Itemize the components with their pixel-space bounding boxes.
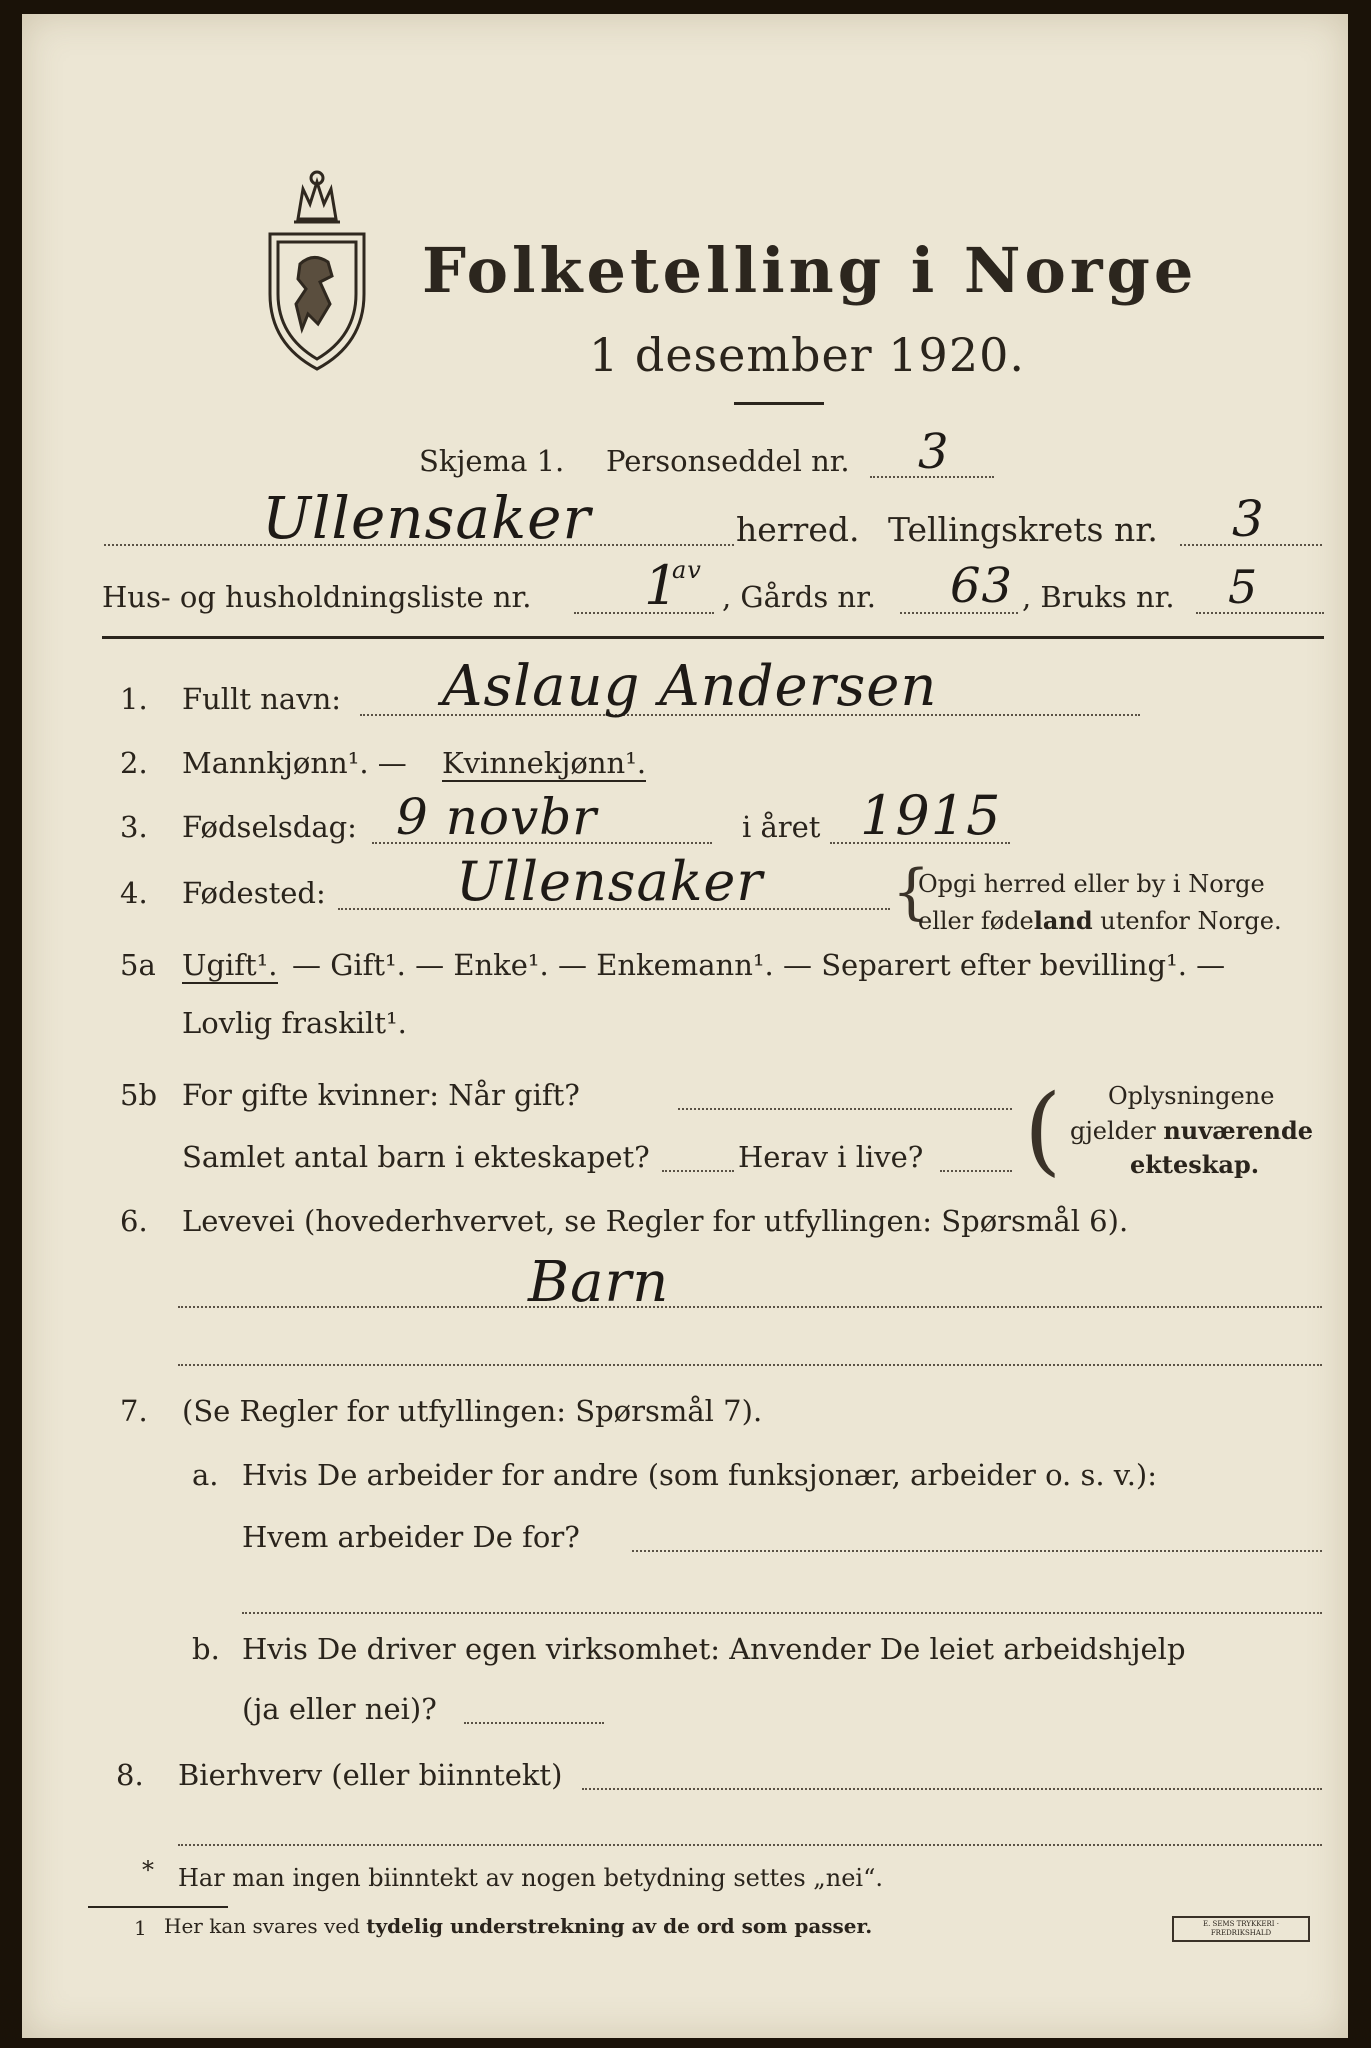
personseddel-value: 3	[918, 424, 950, 480]
q7b-label: Hvis De driver egen virksomhet: Anvender De leiet arbeidshjelp	[242, 1632, 1186, 1666]
q5b-note-line2: gjelder nuværende	[1070, 1116, 1314, 1145]
q5b-children-field[interactable]	[662, 1170, 734, 1172]
q1-value: Aslaug Andersen	[442, 654, 938, 719]
q4-note-line2: eller fødeland utenfor Norge.	[918, 906, 1282, 935]
gards-value: 63	[950, 558, 1014, 614]
form-title: Folketelling i Norge	[422, 234, 1198, 307]
q4-label: Fødested:	[182, 876, 326, 910]
q1-number: 1.	[120, 682, 148, 716]
q3-number: 3.	[120, 810, 148, 844]
q8-number: 8.	[116, 1758, 144, 1792]
footnote-mark: 1	[134, 1916, 147, 1940]
husliste-sup: av	[672, 556, 702, 584]
coat-of-arms-icon	[258, 164, 376, 374]
q6-value: Barn	[528, 1250, 670, 1315]
skjema-label: Skjema 1.	[419, 444, 565, 478]
gards-label: , Gårds nr.	[722, 580, 876, 614]
q7a-number: a.	[192, 1458, 219, 1492]
section-divider	[102, 636, 1324, 639]
bruks-value: 5	[1228, 560, 1259, 614]
q3-year-value: 1915	[860, 784, 1002, 847]
q4-brace: {	[892, 857, 931, 927]
header-divider	[734, 402, 824, 405]
q4-number: 4.	[120, 876, 148, 910]
q7a-label2: Hvem arbeider De for?	[242, 1520, 580, 1554]
q8-field-line1[interactable]	[582, 1788, 1322, 1790]
footnote-text: Her kan svares ved tydelig understrekning av de ord som passer.	[164, 1914, 873, 1938]
q3-label: Fødselsdag:	[182, 810, 357, 844]
q7b-label2: (ja eller nei)?	[242, 1692, 437, 1726]
q5b-note-line1: Oplysningene	[1108, 1082, 1275, 1110]
q6-field-line2[interactable]	[178, 1364, 1322, 1366]
q7b-field[interactable]	[464, 1722, 604, 1724]
q4-value: Ullensaker	[456, 850, 764, 913]
q5b-brace: (	[1024, 1074, 1062, 1186]
q2-number: 2.	[120, 746, 148, 780]
q5b-when-field[interactable]	[678, 1108, 1012, 1110]
q5b-alive-field[interactable]	[940, 1170, 1012, 1172]
q7a-label: Hvis De arbeider for andre (som funksjonær, arbeider o. s. v.):	[242, 1458, 1158, 1492]
q5a-options: — Gift¹. — Enke¹. — Enkemann¹. — Separert efter bevilling¹. —	[292, 948, 1226, 982]
q7-label: (Se Regler for utfyllingen: Spørsmål 7).	[182, 1394, 763, 1428]
tellingskrets-label: Tellingskrets nr.	[888, 510, 1158, 549]
note-main: Har man ingen biinntekt av nogen betydning settes „nei“.	[178, 1864, 883, 1892]
q5a-ugift[interactable]: Ugift¹.	[182, 948, 278, 982]
husliste-value: 1	[644, 554, 680, 617]
q5b-number: 5b	[120, 1078, 158, 1112]
q7a-field-line1[interactable]	[632, 1550, 1322, 1552]
q6-label: Levevei (hovederhvervet, se Regler for utfyllingen: Spørsmål 6).	[182, 1204, 1129, 1238]
printer-stamp: E. SEMS TRYKKERI · FREDRIKSHALD	[1172, 1916, 1310, 1942]
q5b-note-line3: ekteskap.	[1130, 1150, 1260, 1179]
q5b-label3: Herav i live?	[738, 1140, 924, 1174]
tellingskrets-value: 3	[1232, 490, 1265, 548]
footnote-divider	[88, 1906, 228, 1908]
bruks-field[interactable]	[1196, 612, 1324, 614]
herred-label: herred.	[736, 510, 860, 549]
census-date: 1 desember 1920.	[589, 328, 1025, 382]
census-form-sheet	[22, 14, 1348, 2038]
bruks-label: , Bruks nr.	[1022, 580, 1175, 614]
note-star: *	[142, 1856, 154, 1884]
q7-number: 7.	[120, 1394, 148, 1428]
q4-note-line1: Opgi herred eller by i Norge	[918, 870, 1265, 898]
q5b-label2: Samlet antal barn i ekteskapet?	[182, 1140, 650, 1174]
q5b-label: For gifte kvinner: Når gift?	[182, 1078, 580, 1112]
husliste-label: Hus- og husholdningsliste nr.	[102, 580, 532, 614]
q5a-line2: Lovlig fraskilt¹.	[182, 1006, 407, 1040]
q1-label: Fullt navn:	[182, 682, 342, 716]
q8-label: Bierhverv (eller biinntekt)	[178, 1758, 563, 1792]
herred-value: Ullensaker	[262, 484, 592, 552]
personseddel-label: Personseddel nr.	[606, 444, 850, 478]
q6-number: 6.	[120, 1204, 148, 1238]
q3-year-label: i året	[742, 810, 821, 844]
q5a-number: 5a	[120, 948, 156, 982]
q7a-field-line2[interactable]	[242, 1612, 1322, 1614]
q8-field-line2[interactable]	[178, 1844, 1322, 1846]
q3-value: 9 novbr	[396, 788, 598, 846]
q2-label-male: Mannkjønn¹. —	[182, 746, 407, 780]
q6-field-line1[interactable]	[178, 1306, 1322, 1308]
q2-label-female[interactable]: Kvinnekjønn¹.	[442, 746, 647, 780]
q7b-number: b.	[192, 1632, 220, 1666]
